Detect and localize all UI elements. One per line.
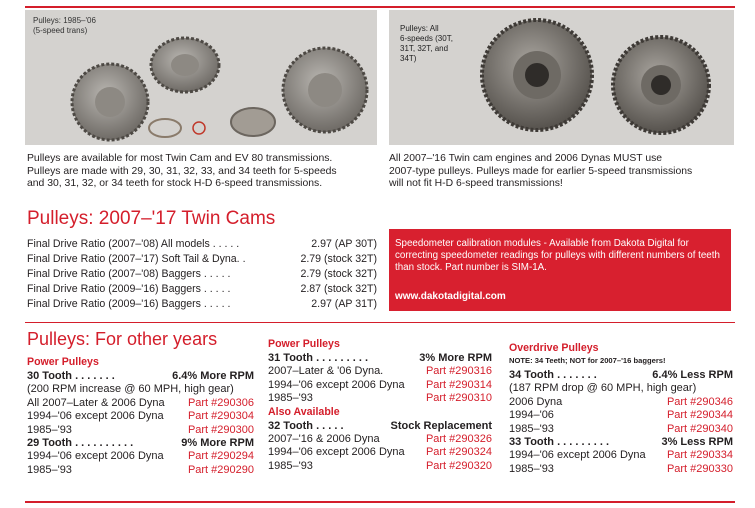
part-number: Part #290324 <box>425 446 492 459</box>
part-number: Part #290300 <box>187 423 254 436</box>
row-label: 31 Tooth . . . . . . . . . <box>268 352 369 364</box>
ratio-value: 2.79 (stock 32T) <box>300 253 377 265</box>
pulley-row <box>268 392 492 405</box>
photo-caption-right <box>400 24 453 64</box>
ratio-row <box>27 297 377 312</box>
caption-line: 34T) <box>400 54 417 63</box>
pulley-row <box>27 464 254 477</box>
row-label: 1985–'93 <box>509 422 554 435</box>
pulley-row <box>27 437 254 450</box>
speedometer-calibration-box <box>389 229 731 311</box>
pulley-row <box>268 365 492 378</box>
caption-line: 6-speeds (30T, <box>400 34 453 43</box>
bottom-rule <box>25 501 735 503</box>
row-label: 1994–'06 except 2006 Dyna <box>509 449 646 462</box>
row-label: 1985–'93 <box>268 392 313 405</box>
row-label: 2006 Dyna <box>509 395 563 408</box>
row-value: 3% More RPM <box>419 352 492 364</box>
part-number: Part #290320 <box>425 459 492 472</box>
pulley-row <box>27 450 254 463</box>
row-label: (187 RPM drop @ 60 MPH, high gear) <box>509 382 697 395</box>
pulley-row <box>268 446 492 459</box>
ratio-value: 2.97 (AP 31T) <box>311 298 377 310</box>
part-number: Part #290344 <box>666 409 733 422</box>
row-label: 1985–'93 <box>27 463 72 476</box>
caption-line: Pulleys: All <box>400 24 439 33</box>
pulley-row <box>27 383 254 396</box>
caption-line: Pulleys: 1985–'06 <box>33 16 96 25</box>
twin-cams-title: Pulleys: 2007–'17 Twin Cams <box>27 208 276 229</box>
ratio-row <box>27 267 377 282</box>
other-years-title: Pulleys: For other years <box>27 329 218 349</box>
ratio-label: Final Drive Ratio (2009–'16) Baggers . . . . . <box>27 298 231 310</box>
pulley-row <box>27 397 254 410</box>
intro-right <box>389 153 692 191</box>
ratio-label: Final Drive Ratio (2009–'16) Baggers . . . . . <box>27 283 231 295</box>
row-label: 29 Tooth . . . . . . . . . . <box>27 436 134 449</box>
row-label: 34 Tooth . . . . . . . <box>509 369 597 381</box>
row-label: 1985–'93 <box>509 462 554 475</box>
pulley-row <box>509 382 733 395</box>
pulley-row <box>509 396 733 409</box>
part-number: Part #290330 <box>666 462 733 475</box>
row-label: 1985–'93 <box>27 423 72 436</box>
column-power-pulleys-2 <box>268 338 492 473</box>
part-number: Part #290314 <box>425 378 492 391</box>
row-value: 6.4% Less RPM <box>652 369 733 381</box>
top-rule <box>25 6 735 8</box>
row-label: 33 Tooth . . . . . . . . . <box>509 435 610 448</box>
row-label: 32 Tooth . . . . . <box>268 419 344 432</box>
subhead: Power Pulleys <box>27 356 99 368</box>
pulley-row <box>509 463 733 476</box>
section-divider <box>25 322 735 323</box>
part-number: Part #290310 <box>425 392 492 405</box>
row-label: 1994–'06 except 2006 Dyna <box>27 450 164 463</box>
ratio-label: Final Drive Ratio (2007–'08) Baggers . . . . . <box>27 268 231 280</box>
final-drive-ratio-list <box>27 237 377 312</box>
part-number: Part #290294 <box>187 450 254 463</box>
caption-line: (5-speed trans) <box>33 26 88 35</box>
photo-5speed-pulleys <box>25 10 377 145</box>
intro-line: will not fit H-D 6-speed transmissions! <box>389 178 563 189</box>
baggers-note: NOTE: 34 Teeth; NOT for 2007–'16 baggers! <box>509 356 666 365</box>
pulley-row <box>509 409 733 422</box>
ratio-row <box>27 237 377 252</box>
intro-line: 2007-type pulleys. Pulleys made for earlier 5-speed transmissions <box>389 165 693 177</box>
part-number: Part #290340 <box>666 422 733 435</box>
row-label: All 2007–Later & 2006 Dyna <box>27 396 165 409</box>
subhead: Also Available <box>268 405 340 418</box>
row-label: 1994–'06 except 2006 Dyna <box>268 446 405 459</box>
pulley-row <box>27 424 254 437</box>
pulley-row <box>27 410 254 423</box>
part-number: Part #290290 <box>187 463 254 476</box>
speedo-box-text: Speedometer calibration modules - Available from Dakota Digital for correcting speedometer readings for pulleys with different numbers of teeth than stock. Part number is SIM-1A. <box>395 238 720 273</box>
caption-line: 31T, 32T, and <box>400 44 449 53</box>
ratio-value: 2.87 (stock 32T) <box>300 283 377 295</box>
ratio-row <box>27 282 377 297</box>
dakota-digital-link[interactable]: www.dakotadigital.com <box>395 291 506 302</box>
pulley-row <box>268 420 492 433</box>
row-value: Stock Replacement <box>390 419 492 432</box>
pulley-row <box>268 460 492 473</box>
pulley-row <box>509 423 733 436</box>
pulley-row <box>27 370 254 383</box>
part-number: Part #290326 <box>425 432 492 445</box>
row-label: 2007–Later & '06 Dyna. <box>268 365 384 378</box>
row-label: 1994–'06 except 2006 Dyna <box>27 410 164 423</box>
row-label: 1994–'06 except 2006 Dyna <box>268 378 405 391</box>
part-number: Part #290306 <box>187 396 254 409</box>
pulley-row <box>509 369 733 382</box>
row-label: (200 RPM increase @ 60 MPH, high gear) <box>27 383 234 396</box>
subhead: Power Pulleys <box>268 338 340 350</box>
part-number: Part #290316 <box>425 365 492 378</box>
photo-6speed-pulleys <box>389 10 734 145</box>
pulley-row <box>509 436 733 449</box>
row-value: 6.4% More RPM <box>172 370 254 382</box>
column-power-pulleys-1 <box>27 356 254 477</box>
photo-caption-left <box>33 16 96 36</box>
part-number: Part #290346 <box>666 395 733 408</box>
row-label: 1994–'06 <box>509 409 554 422</box>
ratio-row <box>27 252 377 267</box>
intro-left <box>27 153 337 191</box>
part-number: Part #290304 <box>187 410 254 423</box>
row-label: 30 Tooth . . . . . . . <box>27 370 115 382</box>
intro-line: Pulleys are made with 29, 30, 31, 32, 33, and 34 teeth for 5-speeds <box>27 165 337 177</box>
pulley-row <box>268 352 492 365</box>
row-value: 9% More RPM <box>181 436 254 449</box>
pulley-row <box>268 379 492 392</box>
ratio-label: Final Drive Ratio (2007–'17) Soft Tail & Dyna. . <box>27 253 246 265</box>
subhead: Overdrive Pulleys <box>509 342 599 354</box>
ratio-value: 2.97 (AP 30T) <box>311 238 377 250</box>
ratio-value: 2.79 (stock 32T) <box>300 268 377 280</box>
intro-line: All 2007–'16 Twin cam engines and 2006 Dynas MUST use <box>389 153 663 164</box>
column-overdrive-pulleys <box>509 342 733 476</box>
part-number: Part #290334 <box>666 449 733 462</box>
intro-line: Pulleys are available for most Twin Cam and EV 80 transmissions. <box>27 153 333 164</box>
row-label: 1985–'93 <box>268 459 313 472</box>
row-label: 2007–'16 & 2006 Dyna <box>268 432 380 445</box>
pulley-row <box>509 449 733 462</box>
ratio-label: Final Drive Ratio (2007–'08) All models . . . . . <box>27 238 240 250</box>
row-value: 3% Less RPM <box>661 435 733 448</box>
intro-line: and 30, 31, 32, or 34 teeth for stock H-D 6-speed transmissions. <box>27 178 323 189</box>
pulley-row <box>268 433 492 446</box>
